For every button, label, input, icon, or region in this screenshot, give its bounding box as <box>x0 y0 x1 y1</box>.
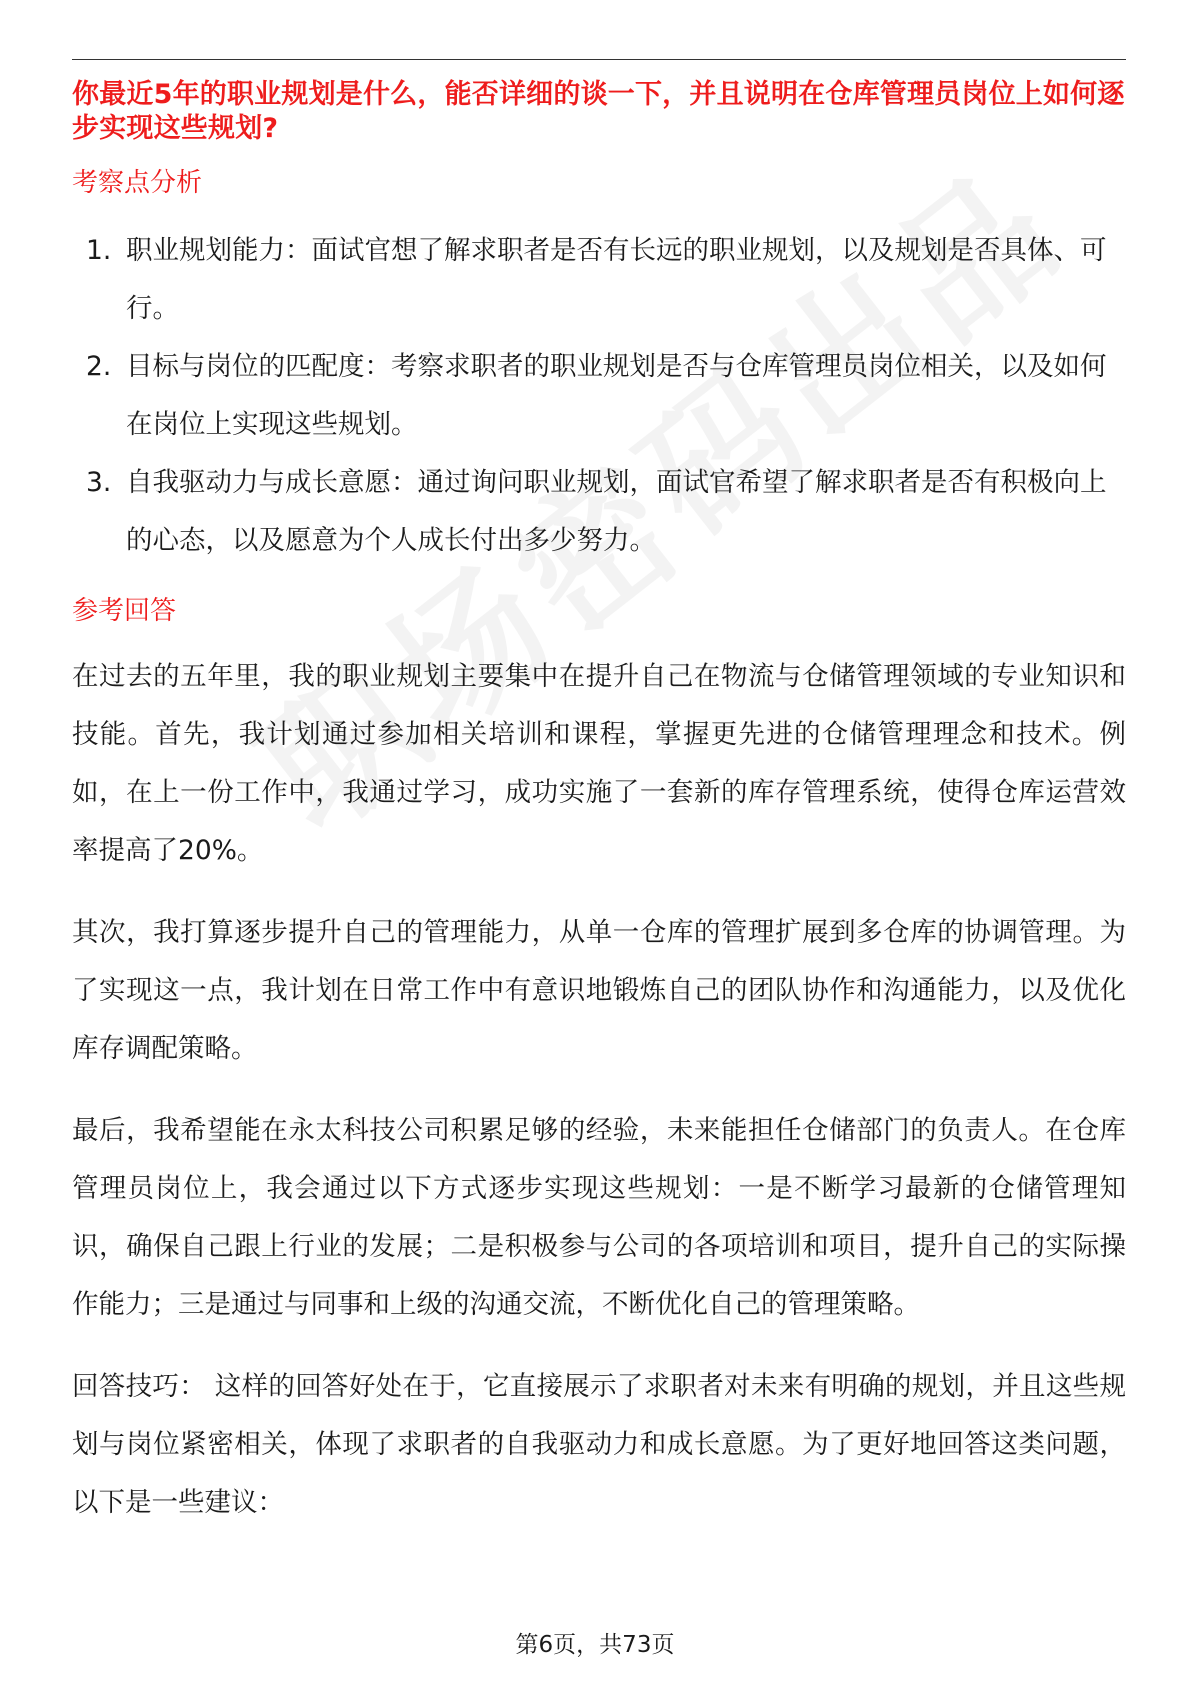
page-number: 第6页，共73页 <box>515 1632 675 1658</box>
analysis-list <box>72 222 1126 570</box>
analysis-heading: 考察点分析 <box>72 168 203 198</box>
item-text: 目标与岗位的匹配度：考察求职者的职业规划是否与仓库管理员岗位相关，以及如何在岗位上实现这些规划。 <box>126 351 1107 440</box>
item-text: 自我驱动力与成长意愿：通过询问职业规划，面试官希望了解求职者是否有积极向上的心态，以及愿意为个人成长付出多少努力。 <box>126 467 1107 556</box>
item-number: 3. <box>86 467 112 498</box>
interview-question: 你最近5年的职业规划是什么，能否详细的谈一下，并且说明在仓库管理员岗位上如何逐步实现这些规划? <box>72 79 1125 144</box>
item-number: 2. <box>86 351 112 382</box>
answer-paragraph: 最后，我希望能在永太科技公司积累足够的经验，未来能担任仓储部门的负责人。在仓库管理员岗位上，我会通过以下方式逐步实现这些规划：一是不断学习最新的仓储管理知识，确保自己跟上行业的发展；二是积极参与公司的各项培训和项目，提升自己的实际操作能力；三是通过与同事和上级的沟通交流，不断优化自己的管理策略。 <box>72 1115 1126 1320</box>
page-content <box>72 78 1126 1532</box>
answer-paragraph: 在过去的五年里，我的职业规划主要集中在提升自己在物流与仓储管理领域的专业知识和技能。首先，我计划通过参加相关培训和课程，掌握更先进的仓储管理理念和技术。例如，在上一份工作中，我通过学习，成功实施了一套新的库存管理系统，使得仓库运营效率提高了20%。 <box>72 661 1126 866</box>
answer-tips-paragraph: 回答技巧： 这样的回答好处在于，它直接展示了求职者对未来有明确的规划，并且这些规划与岗位紧密相关，体现了求职者的自我驱动力和成长意愿。为了更好地回答这类问题，以下是一些建议： <box>72 1371 1126 1518</box>
analysis-item <box>72 222 1126 338</box>
answer-paragraph: 其次，我打算逐步提升自己的管理能力，从单一仓库的管理扩展到多仓库的协调管理。为了实现这一点，我计划在日常工作中有意识地锻炼自己的团队协作和沟通能力，以及优化库存调配策略。 <box>72 917 1126 1064</box>
header-rule <box>72 59 1126 60</box>
item-number: 1. <box>86 235 112 266</box>
analysis-item <box>72 454 1126 570</box>
item-text: 职业规划能力：面试官想了解求职者是否有长远的职业规划，以及规划是否具体、可行。 <box>126 235 1107 324</box>
answer-heading: 参考回答 <box>72 596 177 626</box>
analysis-item <box>72 338 1126 454</box>
